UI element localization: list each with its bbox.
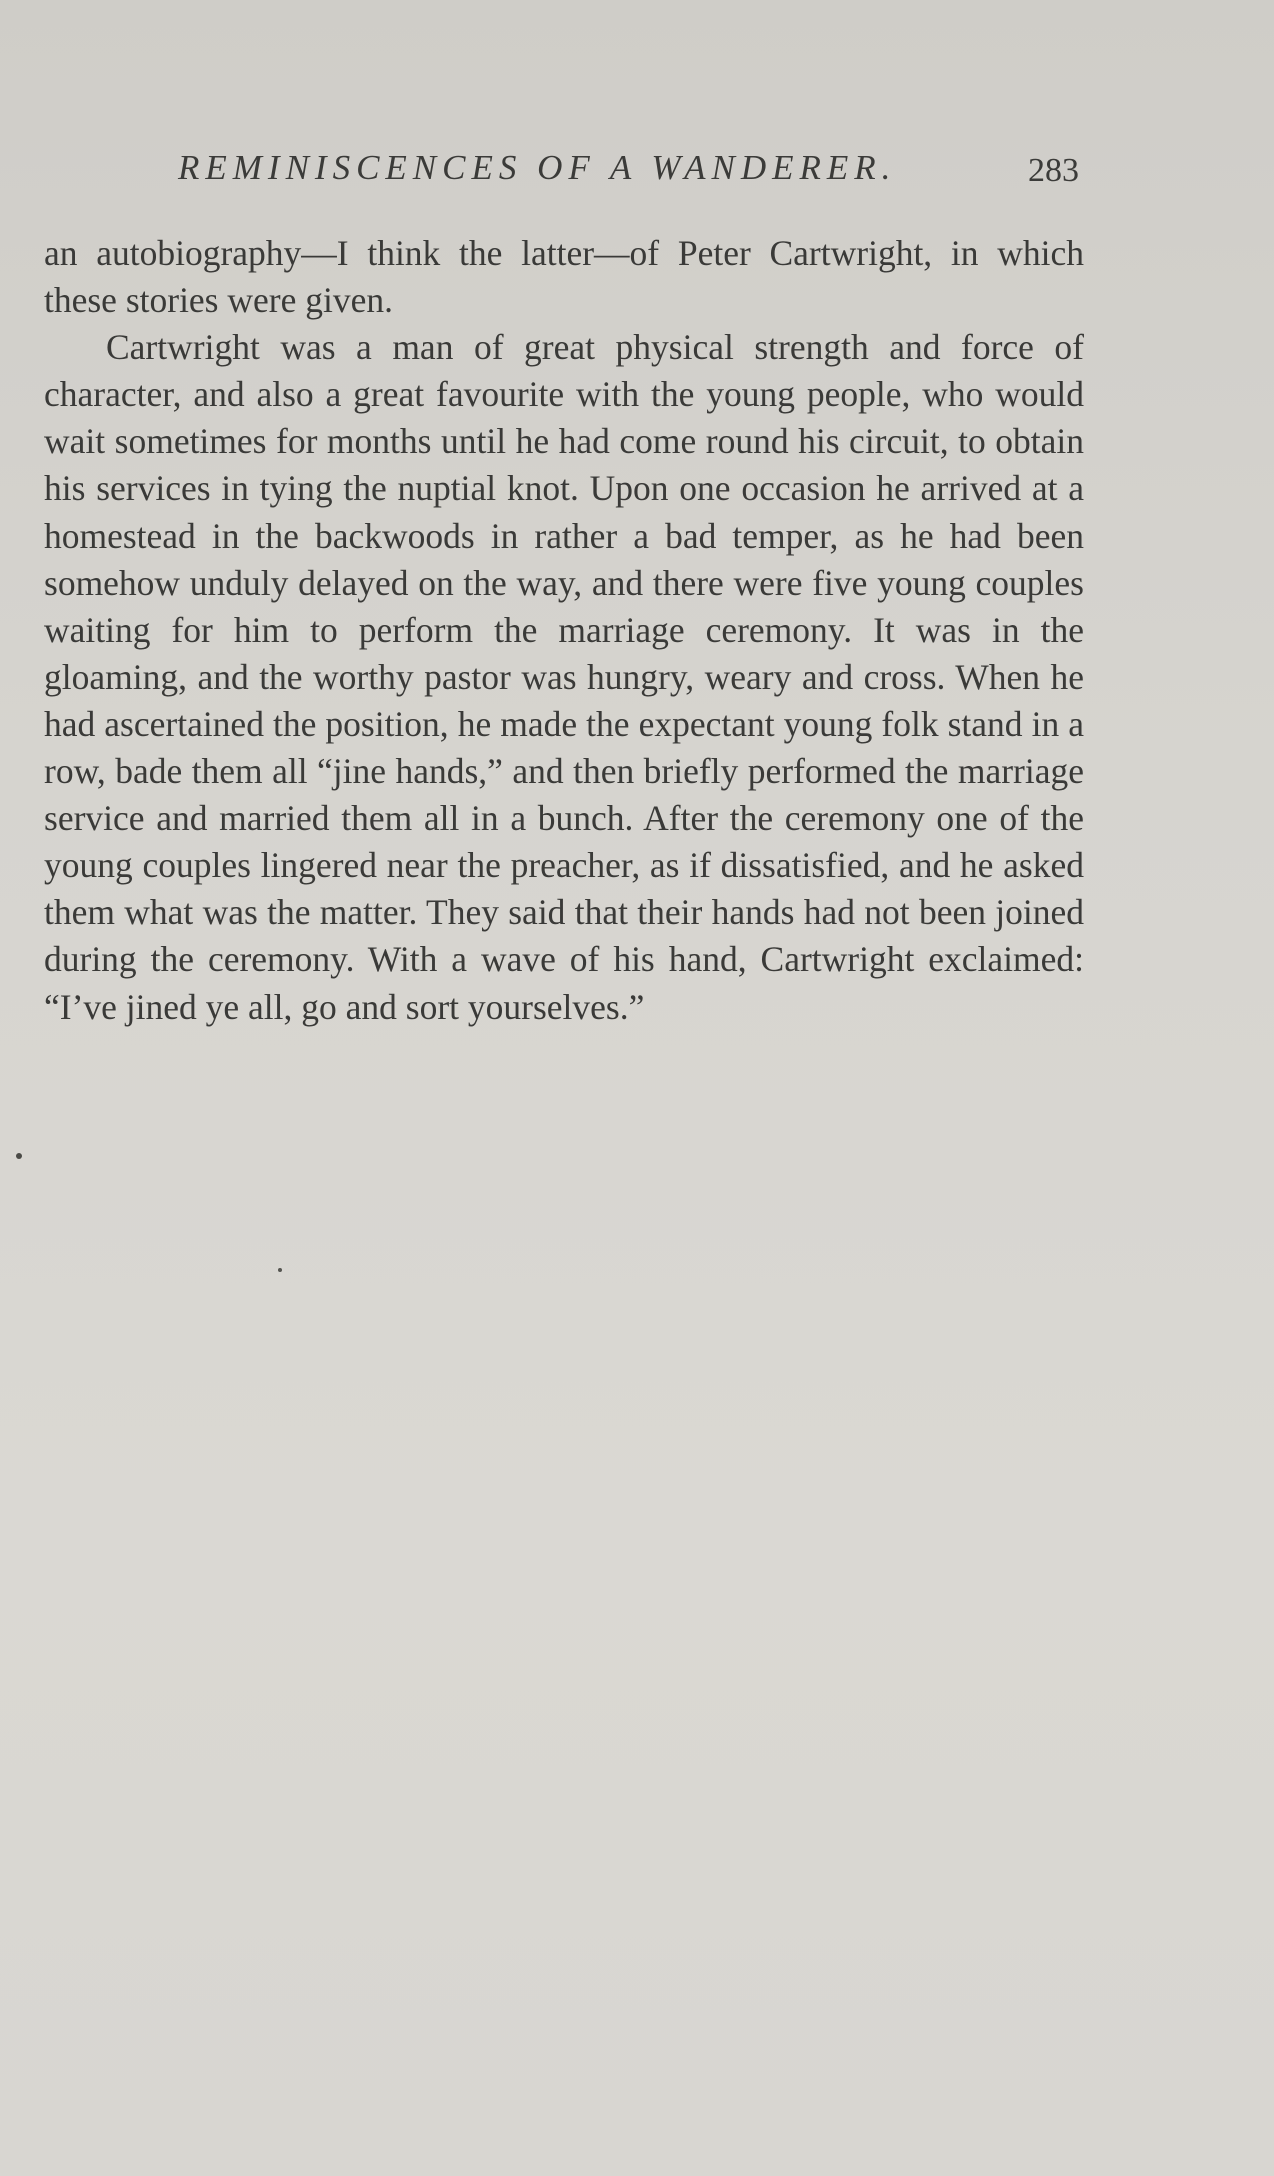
paper-speck xyxy=(278,1268,282,1272)
page-number: 283 xyxy=(1028,152,1079,189)
paragraph-continued: an autobiography—I think the latter—of Peter Cartwright, in which these stories were given. xyxy=(44,233,1084,321)
margin-mark xyxy=(16,1153,22,1159)
running-title: REMINISCENCES OF A WANDERER. xyxy=(178,148,897,187)
paragraph-cartwright-story: Cartwright was a man of great physical strength and force of character, and also a great favourite with the young people, who would wait sometimes for months until he had come round his circuit, to obtain his services in tying the nuptial knot. Upon one occasion he arrived at a homestead in the backwoods in rather a bad temper, as he had been somehow unduly delayed on the way, and there were five young couples waiting for him to perform the marriage ceremony. It was in the gloaming, and the worthy pastor was hungry, weary and cross. When he had ascertained the position, he made the expectant young folk stand in a row, bade them all “jine hands,” and then briefly performed the marriage service and married them all in a bunch. After the ceremony one of the young couples lingered near the preacher, as if dissatisfied, and he asked them what was the matter. They said that their hands had not been joined during the ceremony. With a wave of his hand, Cartwright exclaimed: “I’ve jined ye all, go and sort yourselves.” xyxy=(44,327,1084,1027)
body-text xyxy=(44,230,1084,1031)
running-head xyxy=(0,148,1274,192)
